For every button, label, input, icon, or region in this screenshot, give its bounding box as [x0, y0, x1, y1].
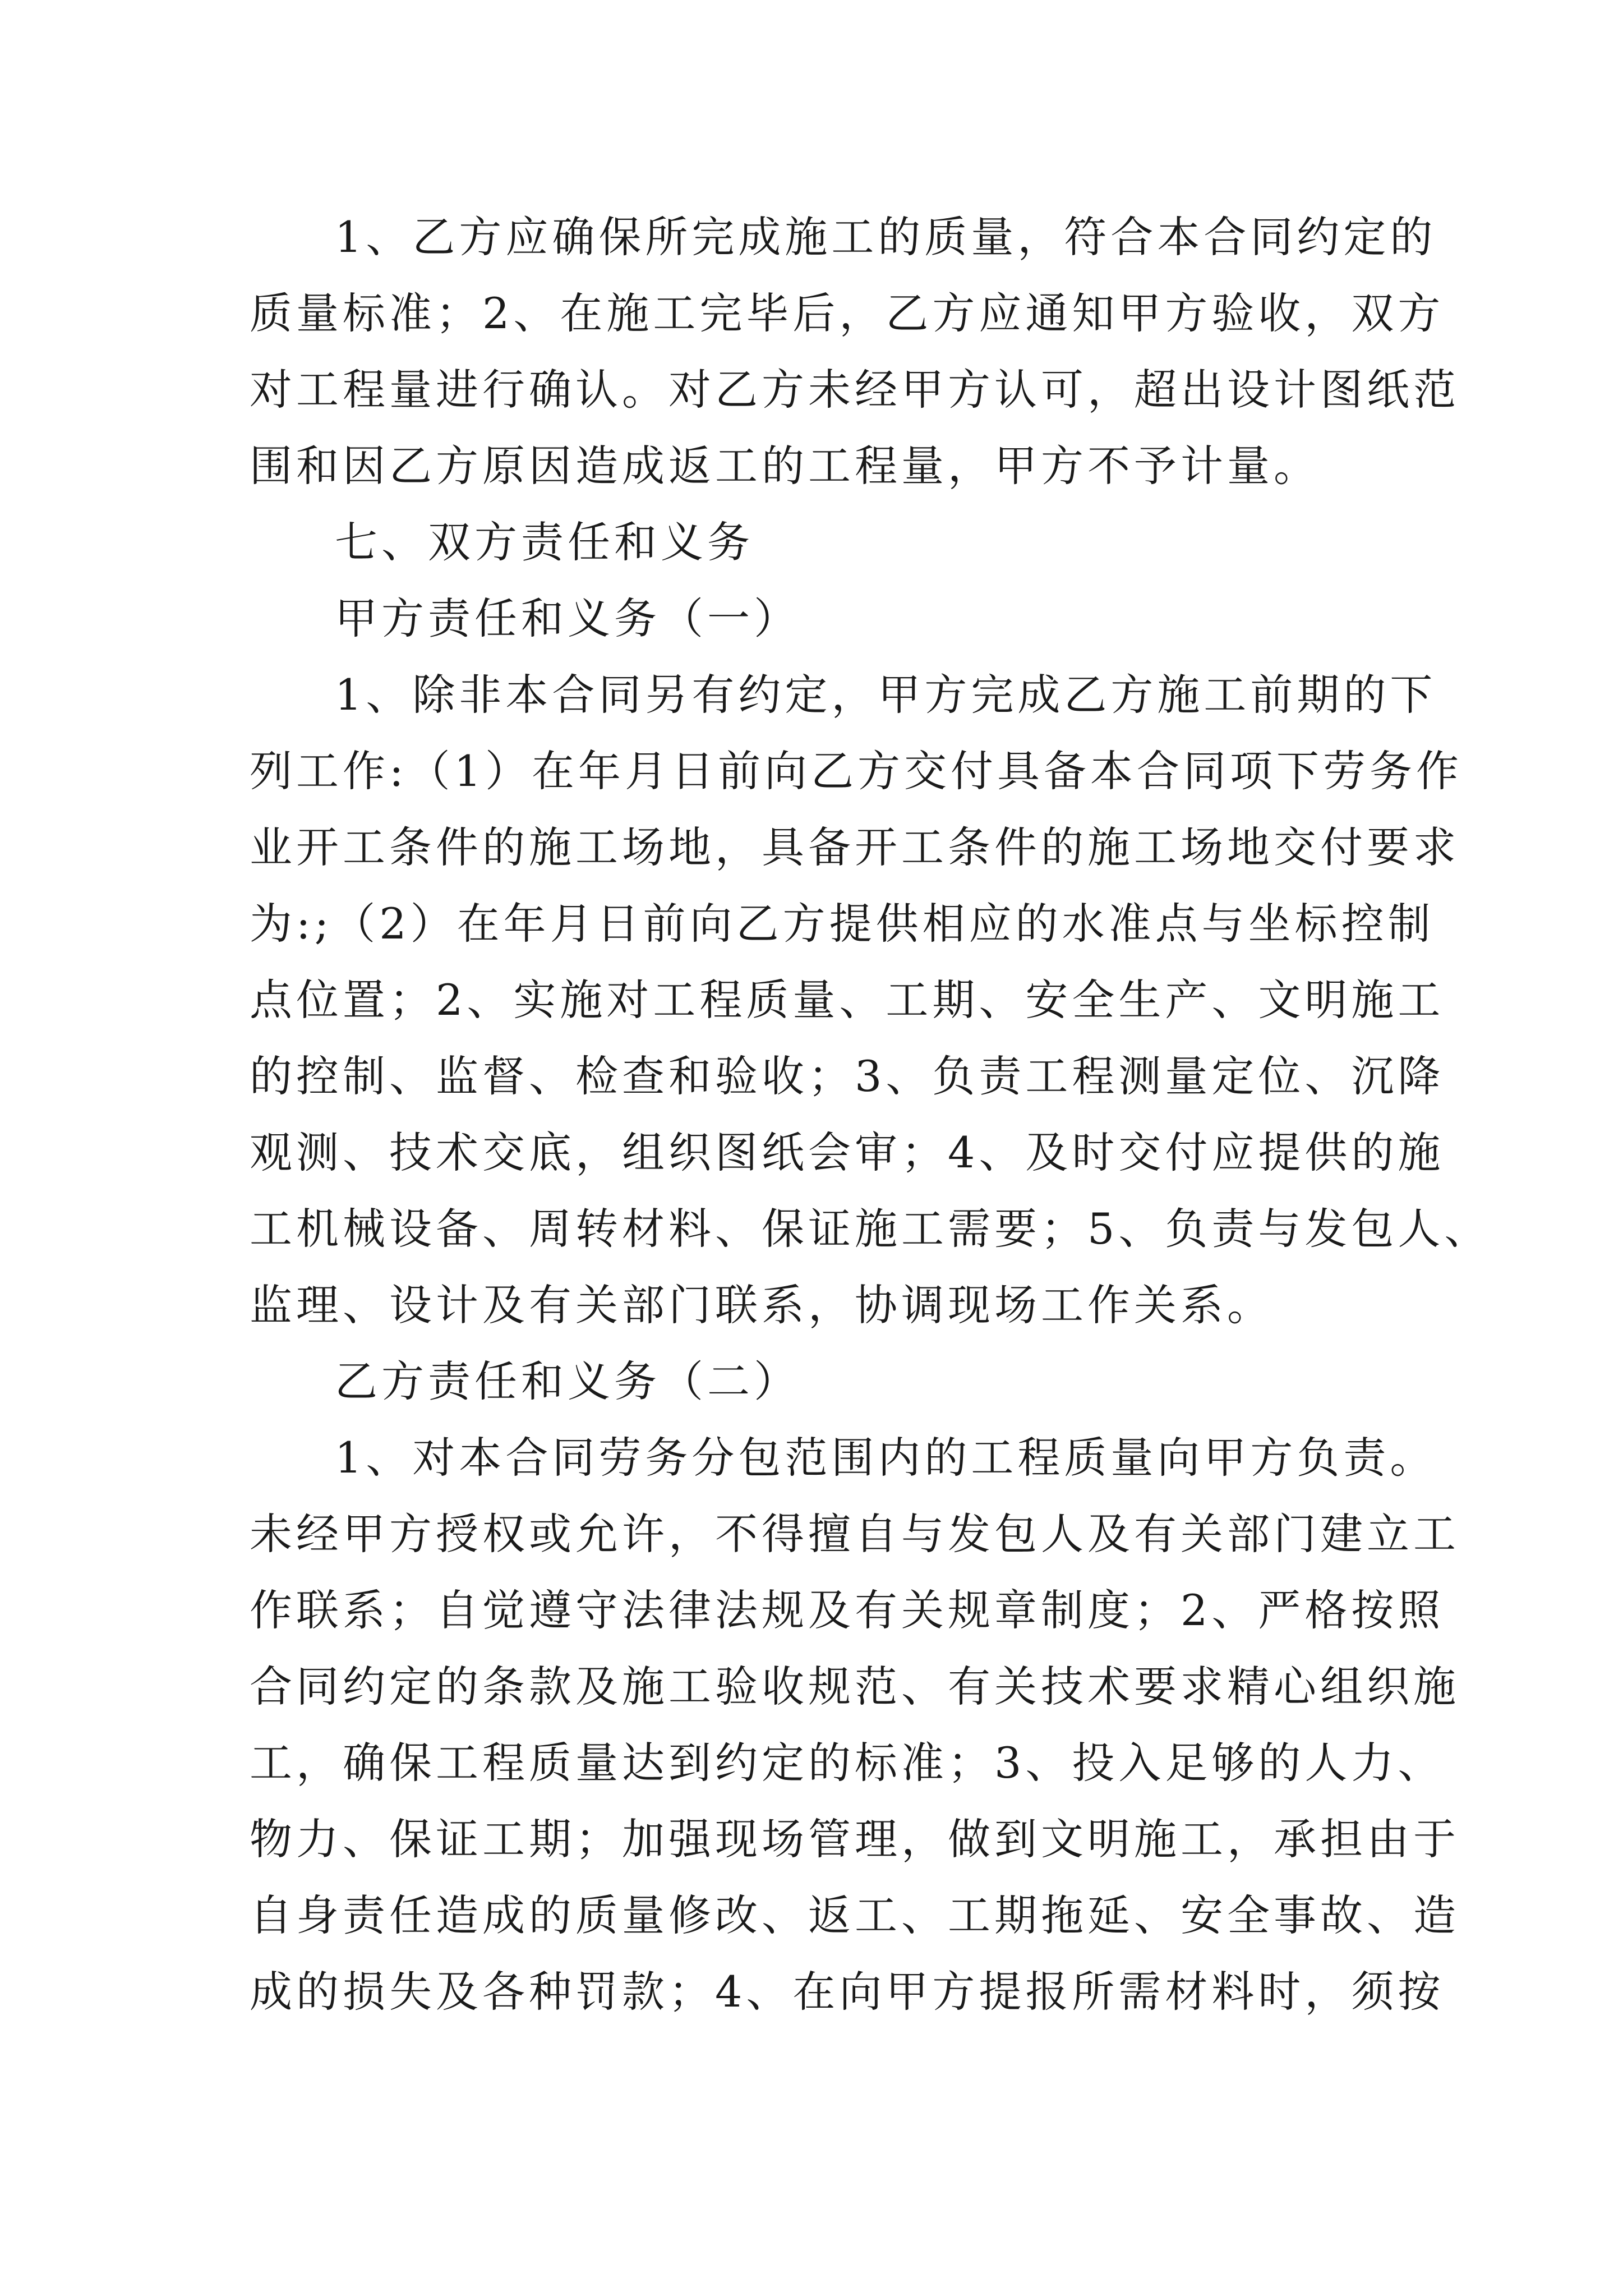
text-line: 为:;（2）在年月日前向乙方提供相应的水准点与坐标控制	[250, 899, 1435, 949]
text-line: 1、除非本合同另有约定，甲方完成乙方施工前期的下	[335, 670, 1437, 720]
text-line: 作联系；自觉遵守法律法规及有关规章制度；2、严格按照	[250, 1585, 1445, 1635]
text-line: 七、双方责任和义务	[335, 517, 754, 567]
text-line: 列工作:（1）在年月日前向乙方交付具备本合同项下劳务作	[250, 746, 1463, 796]
text-line: 工机械设备、周转材料、保证施工需要；5、负责与发包人、	[250, 1204, 1491, 1254]
text-line: 自身责任造成的质量修改、返工、工期拖延、安全事故、造	[250, 1890, 1460, 1940]
text-line: 对工程量进行确认。对乙方未经甲方认可，超出设计图纸范	[250, 365, 1460, 415]
text-line: 成的损失及各种罚款；4、在向甲方提报所需材料时，须按	[250, 1967, 1445, 2017]
text-line: 质量标准；2、在施工完毕后，乙方应通知甲方验收，双方	[250, 288, 1445, 338]
text-line: 围和因乙方原因造成返工的工程量，甲方不予计量。	[250, 441, 1320, 491]
text-line: 乙方责任和义务（二）	[335, 1356, 800, 1406]
text-line: 1、乙方应确保所完成施工的质量，符合本合同约定的	[335, 212, 1437, 262]
text-line: 未经甲方授权或允许，不得擅自与发包人及有关部门建立工	[250, 1509, 1460, 1559]
text-line: 观测、技术交底，组织图纸会审；4、及时交付应提供的施	[250, 1128, 1445, 1177]
text-line: 的控制、监督、检查和验收；3、负责工程测量定位、沉降	[250, 1051, 1445, 1101]
text-line: 合同约定的条款及施工验收规范、有关技术要求精心组织施	[250, 1662, 1460, 1711]
text-line: 1、对本合同劳务分包范围内的工程质量向甲方负责。	[335, 1433, 1437, 1483]
text-line: 监理、设计及有关部门联系，协调现场工作关系。	[250, 1280, 1274, 1330]
text-line: 点位置；2、实施对工程质量、工期、安全生产、文明施工	[250, 975, 1445, 1025]
text-line: 工，确保工程质量达到约定的标准；3、投入足够的人力、	[250, 1738, 1445, 1788]
document-body	[250, 199, 1491, 2030]
text-line: 甲方责任和义务（一）	[335, 593, 800, 643]
text-line: 物力、保证工期；加强现场管理，做到文明施工，承担由于	[250, 1814, 1460, 1864]
text-line: 业开工条件的施工场地，具备开工条件的施工场地交付要求	[250, 822, 1460, 872]
